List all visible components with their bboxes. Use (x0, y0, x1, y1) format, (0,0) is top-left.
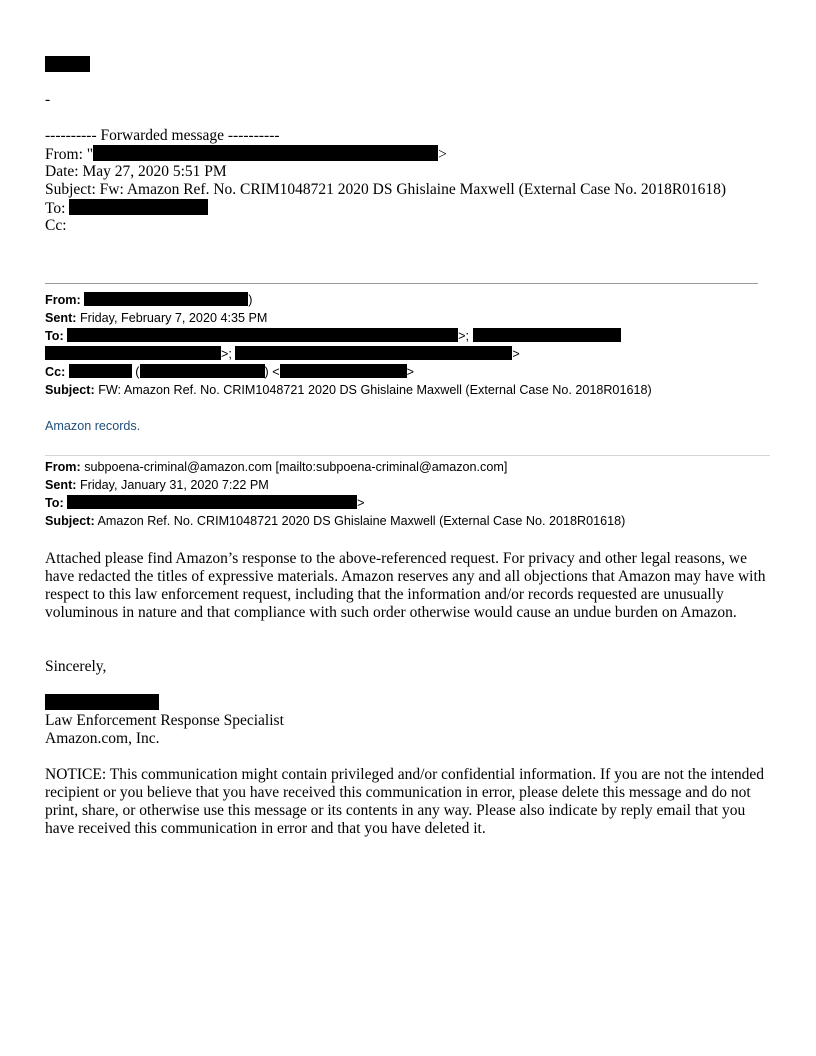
redaction-block (140, 364, 265, 378)
to-label: To: (45, 200, 66, 217)
redaction-block (69, 364, 132, 378)
redaction-block (45, 56, 90, 72)
email2-to-line (45, 494, 365, 512)
from-suffix: ) (248, 293, 253, 307)
sent-label: Sent: (45, 311, 77, 325)
notice-paragraph: NOTICE: This communication might contain privileged and/or confidential information. If you are not the intended recipient or you believe that you have received this communication in error, please delete this message and do not print, share, or otherwise use this message or its contents in any way. Please also indicate by reply email that you have received this communication in error and that you have deleted it. (45, 766, 764, 837)
cc-end: > (406, 365, 414, 379)
subject-label: Subject: (45, 383, 95, 397)
redaction-block (280, 364, 407, 378)
email1-cc-line (45, 363, 414, 381)
divider-line (45, 283, 758, 284)
forwarded-from-line (45, 145, 447, 164)
from-label: From: (45, 293, 81, 307)
redaction-block (67, 495, 357, 509)
from-value: subpoena-criminal@amazon.com [mailto:subpoena-criminal@amazon.com] (84, 460, 508, 474)
to-separator: >; (458, 329, 470, 343)
to-label: To: (45, 329, 64, 343)
redaction-block (45, 694, 159, 710)
redaction-block (93, 145, 438, 161)
email2-closing: Sincerely, (45, 658, 107, 675)
forwarded-cc-line: Cc: (45, 217, 67, 234)
cc-close: ) < (264, 365, 280, 379)
redaction-block (45, 346, 221, 360)
email1-to-line (45, 327, 621, 345)
email2-from-line (45, 458, 507, 476)
divider-line (45, 455, 770, 456)
from-label: From: (45, 460, 81, 474)
signature-company: Amazon.com, Inc. (45, 730, 160, 747)
subject-value: FW: Amazon Ref. No. CRIM1048721 2020 DS Ghislaine Maxwell (External Case No. 2018R01618) (98, 383, 652, 397)
from-label: From: " (45, 146, 94, 163)
cc-open: ( (135, 365, 140, 379)
forwarded-to-line (45, 199, 208, 218)
email1-subject-line (45, 381, 652, 399)
redaction-block (67, 328, 458, 342)
redaction-block (235, 346, 512, 360)
sent-label: Sent: (45, 478, 77, 492)
subject-value: Amazon Ref. No. CRIM1048721 2020 DS Ghislaine Maxwell (External Case No. 2018R01618) (97, 514, 626, 528)
email1-sent-line (45, 309, 267, 327)
sent-value: Friday, February 7, 2020 4:35 PM (79, 311, 268, 325)
forwarded-divider: ---------- Forwarded message ---------- (45, 127, 280, 144)
to-label: To: (45, 496, 64, 510)
email1-body: Amazon records. (45, 419, 141, 433)
header-dash: - (45, 91, 51, 108)
email1-from-line (45, 291, 252, 309)
subject-label: Subject: (45, 514, 95, 528)
email2-body-paragraph: Attached please find Amazon’s response to the above-referenced request. For privacy and other legal reasons, we have redacted the titles of expressive materials. Amazon reserves any and all objections that Amazon may have with respect to this law enforcement request, including that the information and/or records requested are unusually voluminous in nature and that compliance with such order otherwise would cause an undue burden on Amazon. (45, 550, 766, 621)
sent-value: Friday, January 31, 2020 7:22 PM (79, 478, 269, 492)
email1-to-line-continued (45, 345, 520, 363)
to-end: > (357, 496, 365, 510)
email2-subject-line (45, 512, 625, 530)
signature-title: Law Enforcement Response Specialist (45, 712, 284, 729)
from-suffix: > (438, 146, 447, 163)
forwarded-date-line: Date: May 27, 2020 5:51 PM (45, 163, 227, 180)
redaction-block (473, 328, 621, 342)
redaction-block (84, 292, 248, 306)
forwarded-subject-line: Subject: Fw: Amazon Ref. No. CRIM1048721 2020 DS Ghislaine Maxwell (External Case No. 2018R01618) (45, 181, 727, 198)
email2-sent-line (45, 476, 269, 494)
to-separator: >; (221, 347, 232, 361)
redaction-block (69, 199, 208, 215)
cc-label: Cc: (45, 365, 66, 379)
to-end: > (512, 347, 520, 361)
